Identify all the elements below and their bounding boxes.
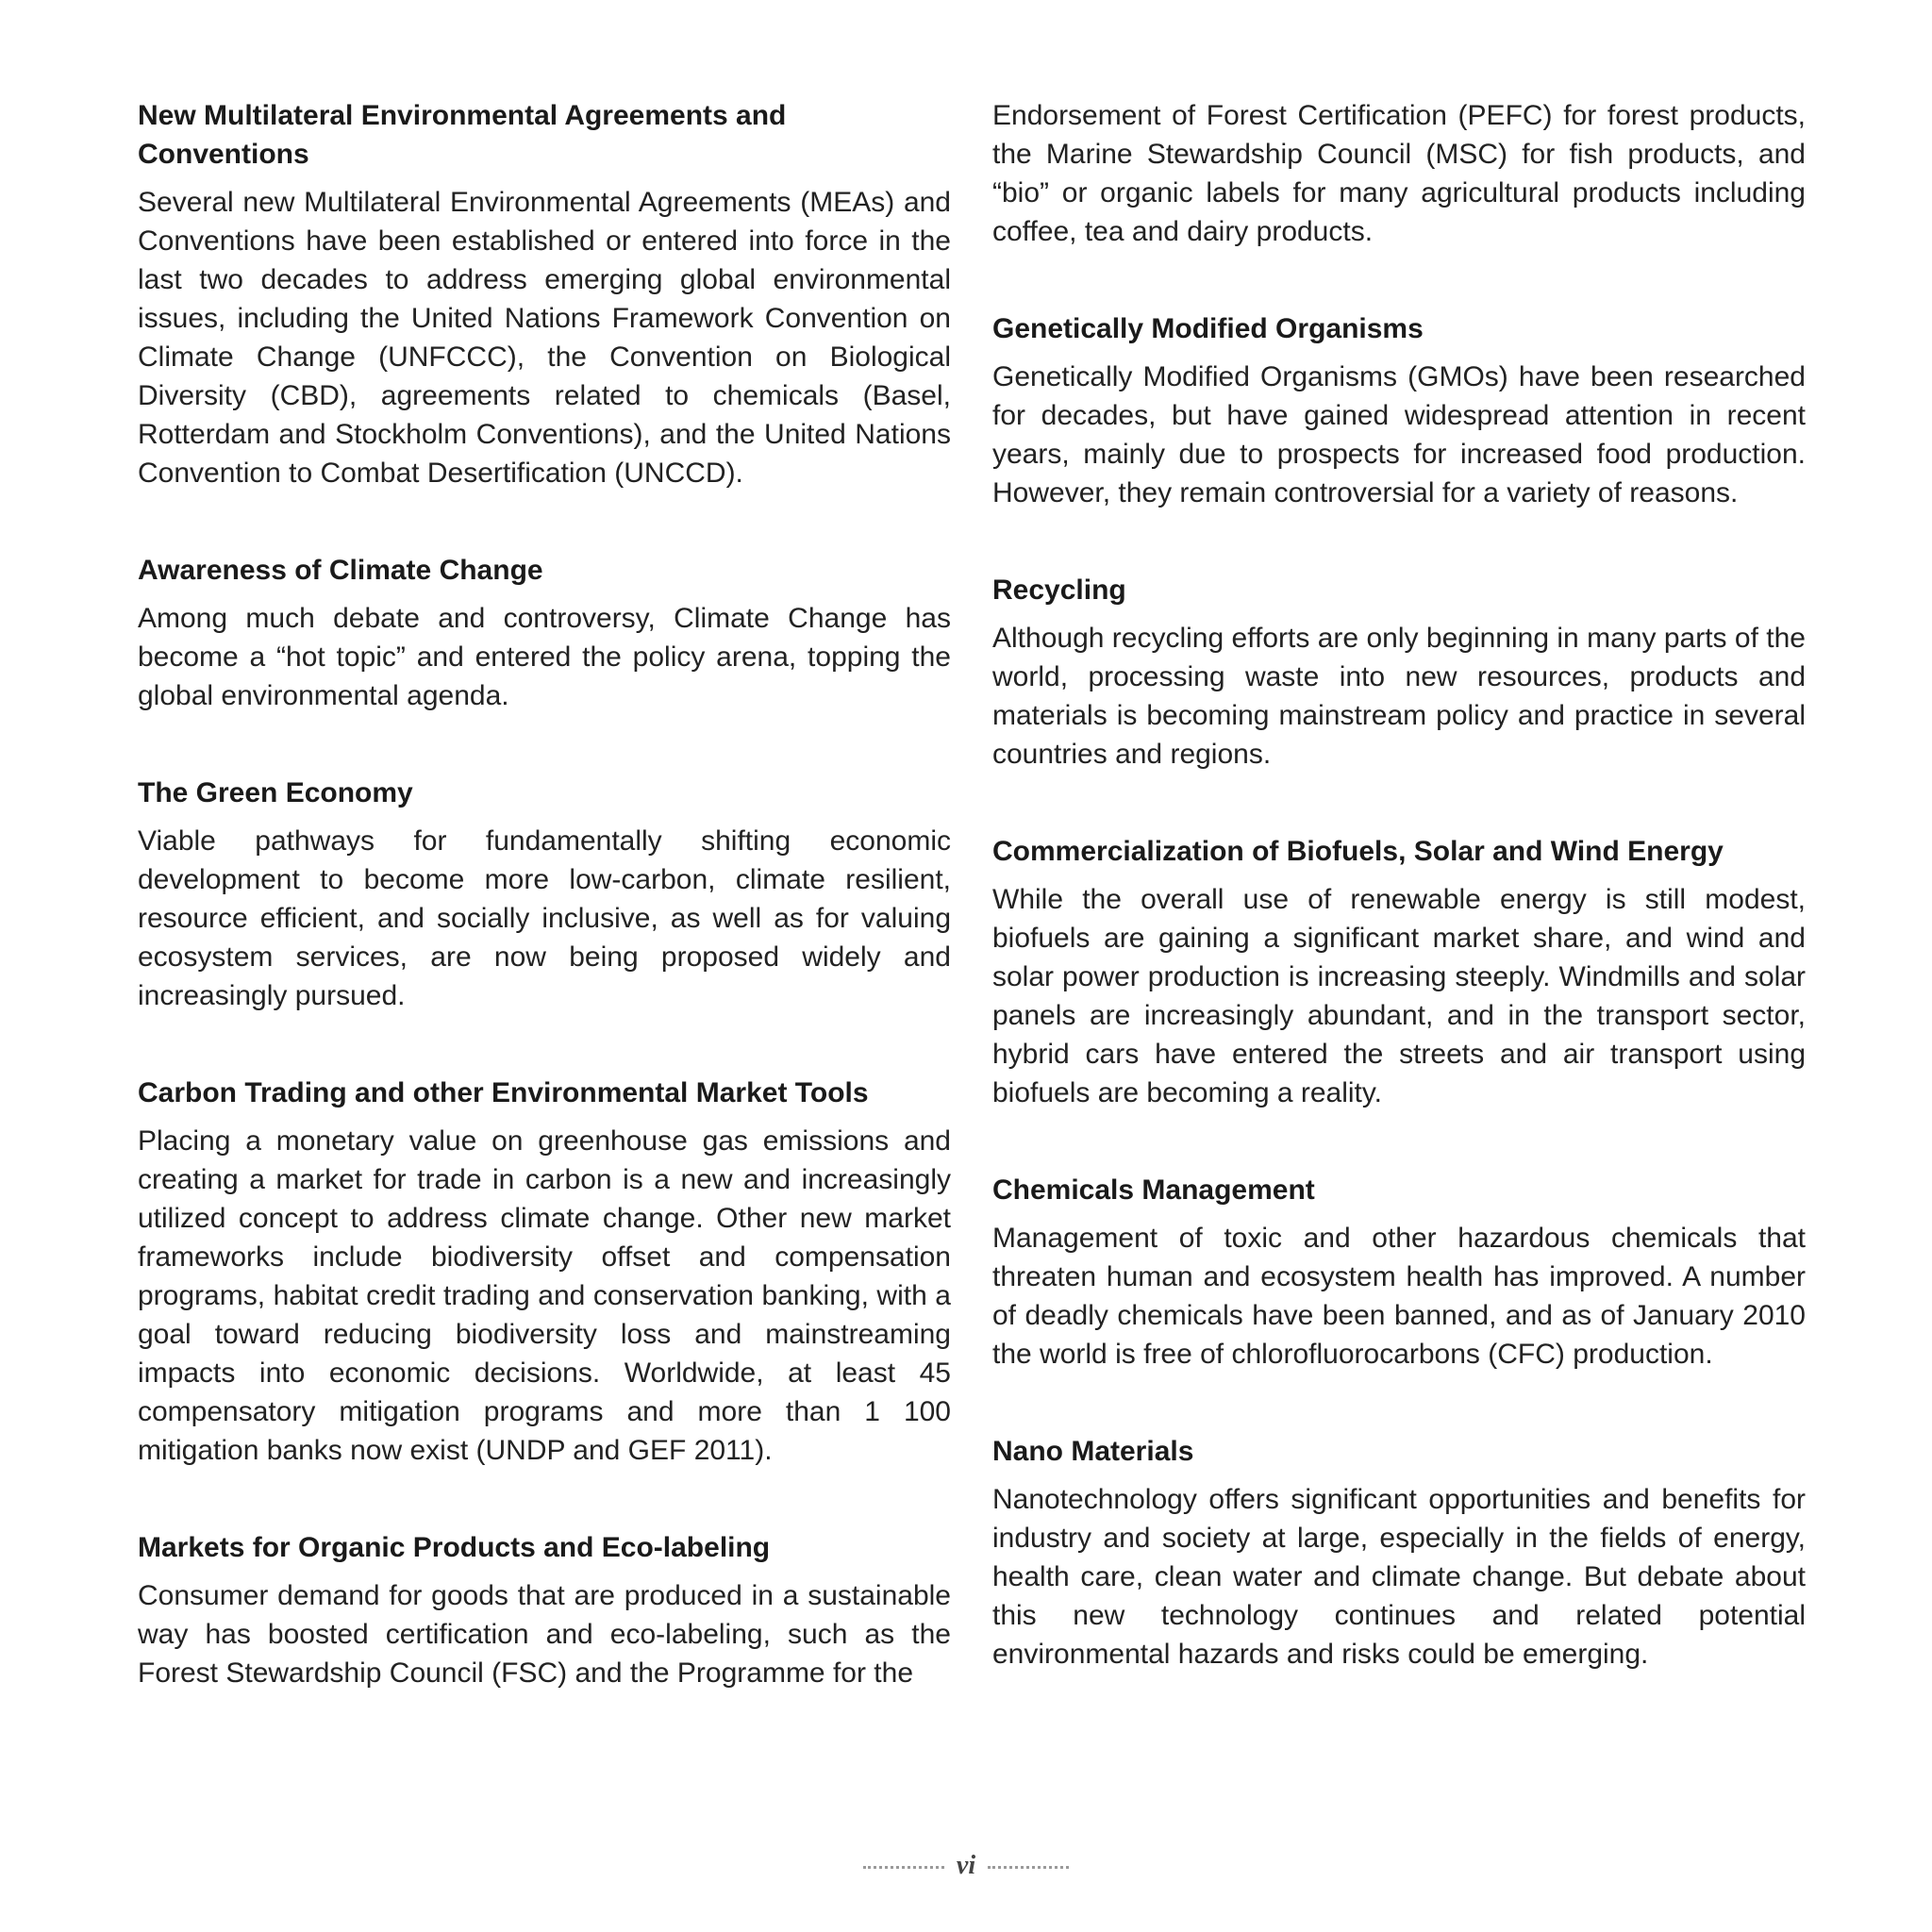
section-heading: Carbon Trading and other Environmental Market Tools [138,1077,869,1108]
page-number: vi [956,1851,976,1880]
section-green-economy [138,774,951,1015]
section-body: Among much debate and controversy, Climate Change has become a “hot topic” and entered the policy arena, topping the global environmental agenda. [138,603,951,711]
section-heading: The Green Economy [138,777,413,808]
section-eco-labeling-continued [992,96,1806,251]
section-carbon-trading [138,1074,951,1470]
section-heading: Awareness of Climate Change [138,555,543,586]
page-footer [0,1851,1932,1881]
section-body: Genetically Modified Organisms (GMOs) have been researched for decades, but have gained widespread attention in recent years, mainly due to prospects for increased food production. However, they remain controversial for a variety of reasons. [992,361,1806,508]
section-heading: Markets for Organic Products and Eco-labeling [138,1532,771,1563]
section-nano [992,1432,1806,1674]
section-gmo [992,309,1806,512]
section-renewables [992,832,1806,1112]
section-body: Management of toxic and other hazardous chemicals that threaten human and ecosystem health has improved. A number of deadly chemicals have been banned, and as of January 2010 the world is free of chlorofluorocarbons (CFC) production. [992,1223,1806,1370]
continuation-body: Endorsement of Forest Certification (PEFC) for forest products, the Marine Stewardship Council (MSC) for fish products, and “bio” or organic labels for many agricultural products including coffee, tea and dairy products. [992,100,1806,247]
section-body: Although recycling efforts are only beginning in many parts of the world, processing waste into new resources, products and materials is becoming mainstream policy and practice in several countries and regions. [992,623,1806,770]
section-climate-change [138,551,951,715]
left-column [138,96,951,1751]
section-eco-labeling [138,1528,951,1692]
section-recycling [992,571,1806,774]
section-heading: Genetically Modified Organisms [992,313,1424,344]
section-chemicals [992,1171,1806,1374]
section-heading: Recycling [992,575,1126,606]
section-heading: Commercialization of Biofuels, Solar and Wind Energy [992,836,1724,867]
section-body: Nanotechnology offers significant opportunities and benefits for industry and society at large, especially in the fields of energy, health care, clean water and climate change. But debate about this new technology continues and related potential environmental hazards and risks could be emerging. [992,1484,1806,1670]
dotted-rule-left [863,1866,944,1869]
section-meas [138,96,951,492]
section-body: Several new Multilateral Environmental Agreements (MEAs) and Conventions have been established or entered into force in the last two decades to address emerging global environmental issues, including the United Nations Framework Convention on Climate Change (UNFCCC), the Convention on Biological Diversity (CBD), agreements related to chemicals (Basel, Rotterdam and Stockholm Conventions), and the United Nations Convention to Combat Desertification (UNCCD). [138,187,951,489]
section-body: Viable pathways for fundamentally shifting economic development to become more low-carbon, climate resilient, resource efficient, and socially inclusive, as well as for valuing ecosystem services, are now being proposed widely and increasingly pursued. [138,825,951,1011]
dotted-rule-right [988,1866,1069,1869]
section-body: Placing a monetary value on greenhouse gas emissions and creating a market for trade in carbon is a new and increasingly utilized concept to address climate change. Other new market frameworks include biodiversity offset and compensation programs, habitat credit trading and conservation banking, with a goal toward reducing biodiversity loss and mainstreaming impacts into economic decisions. Worldwide, at least 45 compensatory mitigation programs and more than 1 100 mitigation banks now exist (UNDP and GEF 2011). [138,1125,951,1466]
section-body: While the overall use of renewable energy is still modest, biofuels are gaining a significant market share, and wind and solar power production is increasing steeply. Windmills and solar panels are increasingly abundant, and in the transport sector, hybrid cars have entered the streets and air transport using biofuels are becoming a reality. [992,884,1806,1108]
section-heading: Nano Materials [992,1436,1194,1467]
section-heading: New Multilateral Environmental Agreements and Conventions [138,100,787,170]
section-body: Consumer demand for goods that are produced in a sustainable way has boosted certification and eco-labeling, such as the Forest Stewardship Council (FSC) and the Programme for the [138,1580,951,1689]
section-heading: Chemicals Management [992,1174,1315,1206]
right-column [992,96,1806,1732]
